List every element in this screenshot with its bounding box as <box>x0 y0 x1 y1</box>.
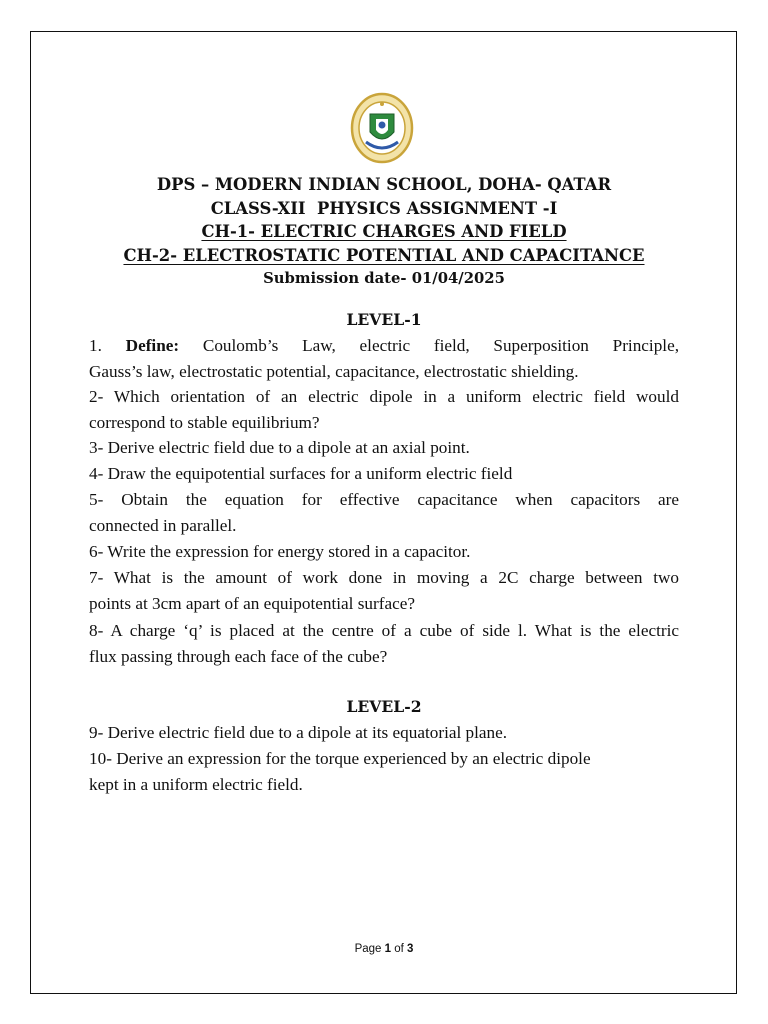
question-6: 6- Write the expression for energy stored in a capacitor. <box>89 542 471 561</box>
assignment-title: CLASS-XII PHYSICS ASSIGNMENT -I <box>210 198 558 218</box>
question-5: 5- Obtain the equation for effective capacitance when capacitors are connected in parallel. <box>89 490 679 535</box>
question-3: 3- Derive electric field due to a dipole at an axial point. <box>89 438 470 457</box>
question-4: 4- Draw the equipotential surfaces for a uniform electric field <box>89 464 513 483</box>
document-header <box>60 173 708 291</box>
question-1-line-1: 1. Define: Coulomb’s Law, electric field, Superposition Principle, <box>89 336 679 355</box>
school-name: DPS – MODERN INDIAN SCHOOL, DOHA- QATAR <box>156 175 612 194</box>
chapter-1-title: CH-1- ELECTRIC CHARGES AND FIELD <box>201 222 567 241</box>
question-7: 7- What is the amount of work done in moving a 2C charge between two points at 3cm apart of an equipotential surface? <box>89 568 679 613</box>
level-1-heading: LEVEL-1 <box>346 310 422 329</box>
page-number: Page 1 of 3 <box>354 943 414 955</box>
chapter-2-title: CH-2- ELECTROSTATIC POTENTIAL AND CAPACITANCE <box>123 245 645 265</box>
question-8: 8- A charge ‘q’ is placed at the centre of a cube of side l. What is the electric flux passing through each face of the cube? <box>89 621 679 666</box>
level-2-heading: LEVEL-2 <box>346 697 422 716</box>
question-2: 2- Which orientation of an electric dipole in a uniform electric field would correspond to stable equilibrium? <box>89 387 679 432</box>
define-label: Define: <box>125 336 180 355</box>
question-1: 1. Define: Coulomb’s Law, electric field, Superposition Principle, Gauss’s law, electrostatic potential, capacitance, electrostatic shielding. <box>89 333 679 384</box>
question-9: 9- Derive electric field due to a dipole at its equatorial plane. <box>89 723 508 742</box>
school-logo-icon <box>350 92 414 164</box>
question-10: 10- Derive an expression for the torque experienced by an electric dipole kept in a uniform electric field. <box>89 749 591 794</box>
submission-date: Submission date- 01/04/2025 <box>263 270 505 287</box>
